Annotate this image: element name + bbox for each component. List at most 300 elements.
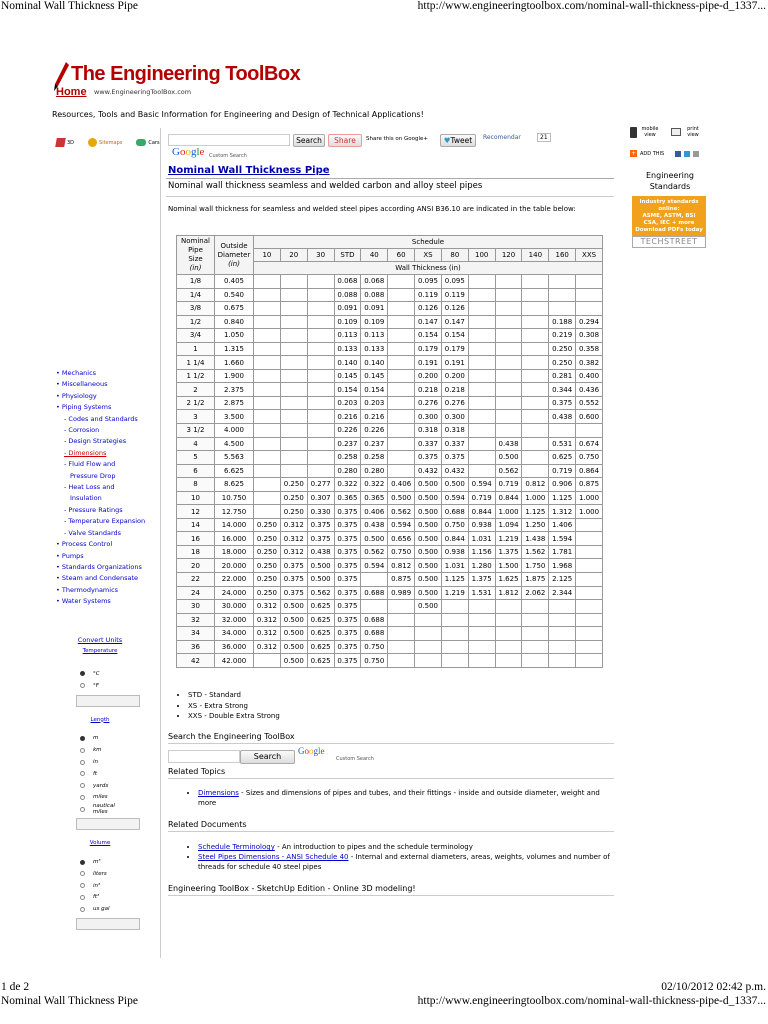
wall-thickness-cell — [388, 369, 415, 383]
sidebar-nav-item[interactable]: - Dimensions — [64, 448, 107, 457]
wall-thickness-cell: 0.375 — [334, 559, 361, 573]
page-title[interactable]: Nominal Wall Thickness Pipe — [168, 165, 330, 176]
wall-thickness-cell — [468, 356, 495, 370]
temperature-input[interactable] — [76, 695, 140, 707]
volume-option[interactable] — [80, 856, 130, 868]
radio-button[interactable] — [80, 895, 85, 900]
radio-button[interactable] — [80, 795, 85, 800]
wall-thickness-cell — [522, 329, 549, 343]
sidebar-nav-item[interactable]: Pressure Drop — [70, 471, 116, 480]
wall-thickness-cell — [576, 545, 603, 559]
wall-thickness-cell: 0.500 — [307, 559, 334, 573]
wall-thickness-cell: 0.562 — [388, 505, 415, 519]
wall-thickness-cell: 0.432 — [441, 464, 468, 478]
wall-thickness-cell — [576, 424, 603, 438]
outside-diameter-cell: 0.840 — [215, 315, 254, 329]
schedule-header-cell: 60 — [388, 249, 415, 262]
wall-thickness-cell — [388, 600, 415, 614]
wall-thickness-cell: 0.432 — [415, 464, 442, 478]
related-topics-title: Related Topics — [168, 767, 614, 779]
outside-diameter-cell: 18.000 — [215, 545, 254, 559]
table-row — [177, 369, 603, 383]
temperature-option[interactable] — [80, 668, 130, 680]
wall-thickness-cell: 0.091 — [361, 302, 388, 316]
radio-button[interactable] — [80, 883, 85, 888]
wall-thickness-cell — [388, 288, 415, 302]
outside-diameter-cell: 0.675 — [215, 302, 254, 316]
radio-button[interactable] — [80, 760, 85, 765]
wall-thickness-cell — [522, 315, 549, 329]
wall-thickness-cell — [307, 369, 334, 383]
print-view-button[interactable]: print view — [671, 126, 703, 138]
outside-diameter-cell: 30.000 — [215, 600, 254, 614]
length-option[interactable] — [80, 780, 130, 792]
sidebar-nav-item[interactable]: - Heat Loss and — [64, 483, 115, 492]
wall-thickness-cell: 0.088 — [361, 288, 388, 302]
wall-thickness-cell — [495, 356, 522, 370]
wall-thickness-cell — [468, 600, 495, 614]
schedule-header-cell: 20 — [280, 249, 307, 262]
wall-thickness-cell: 0.989 — [388, 586, 415, 600]
sketchup-3d-icon[interactable]: 3D — [56, 138, 74, 147]
tweet-button[interactable]: ♥Tweet — [440, 134, 476, 147]
wall-thickness-cell — [576, 627, 603, 641]
sidebar-nav-item[interactable]: - Pressure Ratings — [64, 505, 123, 514]
wall-thickness-cell: 0.203 — [334, 396, 361, 410]
nominal-size-cell: 10 — [177, 491, 215, 505]
wall-thickness-cell: 0.276 — [415, 396, 442, 410]
wall-thickness-cell: 0.438 — [361, 518, 388, 532]
wall-thickness-cell — [576, 518, 603, 532]
wall-thickness-cell: 0.237 — [334, 437, 361, 451]
wall-thickness-cell: 0.812 — [522, 478, 549, 492]
wall-thickness-cell — [522, 600, 549, 614]
sidebar-nav-item[interactable]: • Thermodynamics — [56, 585, 119, 594]
table-row — [177, 437, 603, 451]
wall-thickness-cell: 0.812 — [388, 559, 415, 573]
outside-diameter-cell: 16.000 — [215, 532, 254, 546]
wall-thickness-cell — [576, 654, 603, 668]
wall-thickness-cell — [280, 396, 307, 410]
wall-thickness-cell: 0.688 — [361, 627, 388, 641]
wall-thickness-cell: 0.119 — [415, 288, 442, 302]
top-search-button[interactable]: Search — [293, 134, 325, 147]
wall-thickness-cell: 2.125 — [549, 573, 576, 587]
sidebar-nav-item[interactable]: • Process Control — [56, 540, 113, 549]
techstreet-logo[interactable]: TECHSTREET — [632, 236, 706, 248]
table-row — [177, 640, 603, 654]
wall-thickness-cell — [388, 356, 415, 370]
wall-thickness-cell: 0.337 — [441, 437, 468, 451]
wall-thickness-cell — [522, 464, 549, 478]
wall-thickness-cell — [280, 342, 307, 356]
table-row — [177, 329, 603, 343]
wall-thickness-cell — [254, 288, 281, 302]
option-label: ft³ — [93, 894, 100, 901]
temperature-label[interactable]: Temperature — [82, 648, 118, 654]
wall-thickness-cell: 0.688 — [361, 586, 388, 600]
wall-thickness-cell: 0.438 — [307, 545, 334, 559]
wall-thickness-cell: 0.625 — [307, 600, 334, 614]
sidebar-nav-item[interactable]: - Temperature Expansion — [64, 517, 146, 526]
outside-diameter-cell: 5.563 — [215, 451, 254, 465]
wall-thickness-cell: 0.216 — [361, 410, 388, 424]
wall-thickness-cell — [549, 302, 576, 316]
wall-thickness-cell: 0.400 — [576, 369, 603, 383]
bottom-search-button[interactable]: Search — [240, 750, 295, 764]
print-footer-datetime: 02/10/2012 02:42 p.m. — [661, 981, 766, 993]
length-option[interactable] — [80, 756, 130, 768]
radio-button[interactable] — [80, 860, 85, 865]
wall-thickness-cell: 0.500 — [415, 478, 442, 492]
wall-thickness-cell — [522, 437, 549, 451]
sidebar-nav-item[interactable]: - Fluid Flow and — [64, 460, 116, 469]
radio-button[interactable] — [80, 907, 85, 912]
radio-button[interactable] — [80, 671, 85, 676]
wall-thickness-cell: 0.500 — [415, 545, 442, 559]
wall-thickness-cell: 0.750 — [576, 451, 603, 465]
header-wall-thickness: Wall Thickness (in) — [254, 262, 603, 275]
wall-thickness-cell — [254, 302, 281, 316]
outside-diameter-cell: 8.625 — [215, 478, 254, 492]
schedule-header-cell: XS — [415, 249, 442, 262]
wall-thickness-cell — [495, 410, 522, 424]
radio-button[interactable] — [80, 748, 85, 753]
wall-thickness-cell: 0.088 — [334, 288, 361, 302]
wall-thickness-cell: 1.531 — [468, 586, 495, 600]
related-topics-list — [170, 788, 610, 808]
cars-icon[interactable]: Cars — [136, 139, 159, 146]
wall-thickness-cell — [468, 342, 495, 356]
wall-thickness-cell — [468, 302, 495, 316]
wall-thickness-cell: 0.375 — [307, 532, 334, 546]
sidebar-nav-item[interactable]: • Standards Organizations — [56, 562, 142, 571]
nominal-size-cell: 32 — [177, 613, 215, 627]
nominal-size-cell: 8 — [177, 478, 215, 492]
wall-thickness-cell: 1.156 — [468, 545, 495, 559]
wall-thickness-cell: 1.000 — [576, 491, 603, 505]
nominal-size-cell: 6 — [177, 464, 215, 478]
wall-thickness-cell: 0.594 — [468, 478, 495, 492]
sidebar-nav-item[interactable]: • Pumps — [56, 551, 84, 560]
wall-thickness-cell — [388, 627, 415, 641]
outside-diameter-cell: 2.375 — [215, 383, 254, 397]
wall-thickness-cell: 0.294 — [576, 315, 603, 329]
length-option[interactable] — [80, 768, 130, 780]
top-search-input[interactable] — [168, 134, 290, 146]
wall-thickness-cell: 0.154 — [441, 329, 468, 343]
printer-icon — [671, 128, 681, 136]
wall-thickness-cell — [254, 383, 281, 397]
wall-thickness-cell — [495, 342, 522, 356]
wall-thickness-cell: 0.322 — [334, 478, 361, 492]
wall-thickness-cell — [576, 613, 603, 627]
add-this-button[interactable]: + ADD THIS — [630, 150, 699, 157]
outside-diameter-cell: 4.000 — [215, 424, 254, 438]
nominal-size-cell: 1 1/4 — [177, 356, 215, 370]
wall-thickness-cell: 0.119 — [441, 288, 468, 302]
volume-option[interactable] — [80, 892, 130, 904]
more-share-icon[interactable] — [693, 151, 699, 157]
wall-thickness-cell: 1.750 — [522, 559, 549, 573]
wall-thickness-cell: 1.875 — [522, 573, 549, 587]
outside-diameter-cell: 14.000 — [215, 518, 254, 532]
sidebar-nav-item[interactable]: - Codes and Standards — [64, 414, 138, 423]
schedule-header-cell: STD — [334, 249, 361, 262]
wall-thickness-cell: 1.000 — [522, 491, 549, 505]
wall-thickness-cell: 0.375 — [334, 627, 361, 641]
header-nominal-size: Nominal Pipe Size (in) — [177, 236, 215, 275]
wall-thickness-cell — [468, 383, 495, 397]
recomendar-button[interactable]: Recomendar — [483, 134, 521, 141]
wall-thickness-cell: 1.812 — [495, 586, 522, 600]
nominal-size-cell: 20 — [177, 559, 215, 573]
wall-thickness-cell: 0.500 — [388, 491, 415, 505]
nominal-size-cell: 18 — [177, 545, 215, 559]
nominal-size-cell: 1/4 — [177, 288, 215, 302]
volume-input[interactable] — [76, 918, 140, 930]
temperature-option[interactable] — [80, 680, 130, 692]
wall-thickness-cell: 0.875 — [388, 573, 415, 587]
outside-diameter-cell: 10.750 — [215, 491, 254, 505]
wall-thickness-cell — [495, 275, 522, 289]
wall-thickness-cell: 0.276 — [441, 396, 468, 410]
wall-thickness-cell — [522, 424, 549, 438]
facebook-icon[interactable] — [675, 151, 681, 157]
wall-thickness-cell — [495, 315, 522, 329]
wall-thickness-cell: 0.844 — [468, 505, 495, 519]
wall-thickness-cell — [388, 396, 415, 410]
wall-thickness-cell — [522, 654, 549, 668]
wall-thickness-cell: 0.500 — [415, 573, 442, 587]
wall-thickness-cell — [441, 627, 468, 641]
nominal-size-cell: 1 1/2 — [177, 369, 215, 383]
wall-thickness-cell — [280, 329, 307, 343]
table-row — [177, 275, 603, 289]
wall-thickness-cell — [254, 356, 281, 370]
wall-thickness-cell — [280, 302, 307, 316]
sidebar-nav — [56, 368, 156, 608]
wall-thickness-cell: 1.125 — [441, 573, 468, 587]
option-label: us gal — [93, 906, 110, 913]
share-button[interactable]: Share — [328, 134, 362, 147]
radio-button[interactable] — [80, 771, 85, 776]
wall-thickness-cell: 0.594 — [388, 518, 415, 532]
steel-pipes-dimensions-link[interactable]: Steel Pipes Dimensions - ANSI Schedule 40 — [198, 853, 349, 861]
length-label[interactable]: Length — [90, 716, 110, 723]
twitter-share-icon[interactable] — [684, 151, 690, 157]
sidebar-nav-item[interactable]: • Water Systems — [56, 597, 111, 606]
logo-home-link[interactable]: Home — [56, 86, 87, 98]
wall-thickness-cell — [576, 640, 603, 654]
wall-thickness-cell: 0.594 — [361, 559, 388, 573]
length-option[interactable] — [80, 803, 130, 815]
wall-thickness-cell: 0.126 — [441, 302, 468, 316]
wall-thickness-cell — [254, 315, 281, 329]
option-label: liters — [93, 870, 107, 877]
radio-button[interactable] — [80, 807, 85, 812]
length-option[interactable] — [80, 733, 130, 745]
sidebar-nav-item[interactable]: • Physiology — [56, 391, 97, 400]
table-row — [177, 342, 603, 356]
wall-thickness-cell — [254, 451, 281, 465]
wall-thickness-cell: 0.375 — [307, 518, 334, 532]
sidebar-nav-item[interactable]: • Miscellaneous — [56, 380, 108, 389]
radio-button[interactable] — [80, 683, 85, 688]
wall-thickness-cell — [388, 613, 415, 627]
length-option[interactable] — [80, 792, 130, 804]
wall-thickness-cell: 0.218 — [415, 383, 442, 397]
volume-label[interactable]: Volume — [89, 840, 111, 847]
table-row — [177, 559, 603, 573]
sidebar-nav-item[interactable]: • Piping Systems — [56, 403, 112, 412]
wall-thickness-cell — [307, 396, 334, 410]
wall-thickness-cell — [388, 437, 415, 451]
mobile-view-button[interactable]: mobile view — [630, 126, 661, 138]
wall-thickness-cell: 0.500 — [415, 518, 442, 532]
wall-thickness-cell — [307, 275, 334, 289]
twitter-icon: ♥ — [443, 136, 451, 145]
wall-thickness-cell: 0.750 — [388, 545, 415, 559]
wall-thickness-cell: 0.625 — [307, 627, 334, 641]
wall-thickness-cell — [576, 586, 603, 600]
wall-thickness-cell: 0.154 — [334, 383, 361, 397]
wall-thickness-cell: 0.145 — [361, 369, 388, 383]
length-input[interactable] — [76, 818, 140, 830]
wall-thickness-cell: 0.250 — [549, 356, 576, 370]
wall-thickness-cell — [307, 329, 334, 343]
standards-ad[interactable]: Industry standards online: ASME, ASTM, BSI CSA, IEC + more Download PDFs today — [632, 196, 706, 237]
outside-diameter-cell: 0.405 — [215, 275, 254, 289]
wall-thickness-cell: 0.145 — [334, 369, 361, 383]
wall-thickness-cell — [522, 288, 549, 302]
wall-thickness-cell: 0.140 — [334, 356, 361, 370]
list-item: • Dimensions - Sizes and dimensions of pipes and tubes, and their fittings - inside and outside diameter, weight and more — [198, 788, 610, 808]
wall-thickness-cell: 0.203 — [361, 396, 388, 410]
wall-thickness-cell — [576, 302, 603, 316]
wall-thickness-cell — [495, 383, 522, 397]
convert-units-title[interactable]: Convert Units — [77, 636, 123, 644]
wall-thickness-cell: 1.280 — [468, 559, 495, 573]
wall-thickness-cell: 0.375 — [334, 613, 361, 627]
wall-thickness-cell — [495, 613, 522, 627]
outside-diameter-cell: 1.660 — [215, 356, 254, 370]
share-google-label[interactable]: Share this on Google+ — [366, 136, 429, 142]
sitemaps-icon[interactable]: Sitemaps — [88, 138, 122, 147]
print-header-title: Nominal Wall Thickness Pipe — [1, 0, 138, 12]
volume-option[interactable] — [80, 868, 130, 880]
sidebar-nav-item[interactable]: - Design Strategies — [64, 437, 127, 446]
option-label: yards — [93, 782, 109, 789]
length-option[interactable] — [80, 744, 130, 756]
radio-button[interactable] — [80, 783, 85, 788]
pipe-thickness-table — [176, 235, 603, 668]
wall-thickness-cell: 1.625 — [495, 573, 522, 587]
wall-thickness-cell — [549, 627, 576, 641]
outside-diameter-cell: 4.500 — [215, 437, 254, 451]
table-row — [177, 532, 603, 546]
wall-thickness-cell: 0.312 — [280, 518, 307, 532]
length-options — [70, 733, 130, 816]
sidebar-nav-item[interactable]: Insulation — [70, 494, 102, 503]
wall-thickness-cell: 0.375 — [334, 518, 361, 532]
wall-thickness-cell: 0.109 — [334, 315, 361, 329]
wall-thickness-cell — [468, 329, 495, 343]
wall-thickness-cell — [307, 315, 334, 329]
wall-thickness-cell: 1.500 — [495, 559, 522, 573]
table-row — [177, 573, 603, 587]
schedule-terminology-link[interactable]: Schedule Terminology — [198, 843, 275, 851]
wall-thickness-cell: 0.312 — [254, 627, 281, 641]
wall-thickness-cell — [307, 288, 334, 302]
wall-thickness-cell: 0.250 — [280, 505, 307, 519]
wall-thickness-cell: 0.500 — [280, 613, 307, 627]
wall-thickness-cell: 0.436 — [576, 383, 603, 397]
sidebar-nav-item[interactable]: - Valve Standards — [64, 528, 122, 537]
wall-thickness-cell: 0.133 — [334, 342, 361, 356]
wall-thickness-cell — [254, 369, 281, 383]
wall-thickness-cell: 1.968 — [549, 559, 576, 573]
wall-thickness-cell: 0.719 — [468, 491, 495, 505]
wall-thickness-cell — [388, 424, 415, 438]
logo-title: The Engineering ToolBox — [71, 63, 301, 85]
wall-thickness-cell: 0.375 — [334, 532, 361, 546]
nominal-size-cell: 4 — [177, 437, 215, 451]
sidebar-nav-item[interactable]: • Mechanics — [56, 369, 97, 377]
option-label: nautical miles — [92, 803, 115, 816]
wall-thickness-cell: 0.226 — [334, 424, 361, 438]
wall-thickness-cell: 0.382 — [576, 356, 603, 370]
wall-thickness-cell — [522, 383, 549, 397]
sidebar-nav-item[interactable]: • Steam and Condensate — [56, 574, 139, 583]
sidebar-nav-item[interactable]: - Corrosion — [64, 426, 100, 435]
volume-option[interactable] — [80, 880, 130, 892]
wall-thickness-cell — [388, 275, 415, 289]
wall-thickness-cell — [415, 654, 442, 668]
related-documents-title: Related Documents — [168, 820, 614, 832]
schedule-header-cell: 140 — [522, 249, 549, 262]
volume-option[interactable] — [80, 903, 130, 915]
related-topic-link[interactable]: Dimensions — [198, 789, 239, 797]
outside-diameter-cell: 1.315 — [215, 342, 254, 356]
wall-thickness-cell — [522, 410, 549, 424]
wall-thickness-cell: 0.281 — [549, 369, 576, 383]
sketchup-banner[interactable]: Engineering ToolBox - SketchUp Edition - Online 3D modeling! — [168, 884, 614, 896]
wall-thickness-cell: 0.500 — [280, 600, 307, 614]
wall-thickness-cell: 0.179 — [441, 342, 468, 356]
bottom-search-input[interactable] — [168, 750, 240, 763]
wall-thickness-cell — [495, 369, 522, 383]
plus-icon: + — [630, 150, 637, 157]
wall-thickness-cell — [254, 275, 281, 289]
radio-button[interactable] — [80, 871, 85, 876]
list-item: • Steel Pipes Dimensions - ANSI Schedule 40 - Internal and external diameters, areas, weights, volumes and number of threads for schedule 40 steel pipes — [198, 852, 610, 872]
wall-thickness-cell: 0.438 — [495, 437, 522, 451]
table-row — [177, 410, 603, 424]
radio-button[interactable] — [80, 736, 85, 741]
table-row — [177, 491, 603, 505]
table-row — [177, 356, 603, 370]
wall-thickness-cell — [576, 559, 603, 573]
wall-thickness-cell: 0.562 — [361, 545, 388, 559]
wall-thickness-cell: 0.133 — [361, 342, 388, 356]
wall-thickness-cell: 0.844 — [495, 491, 522, 505]
wall-thickness-cell — [388, 302, 415, 316]
outside-diameter-cell: 24.000 — [215, 586, 254, 600]
social-icons — [56, 138, 160, 147]
wall-thickness-cell — [361, 573, 388, 587]
wall-thickness-cell — [549, 640, 576, 654]
